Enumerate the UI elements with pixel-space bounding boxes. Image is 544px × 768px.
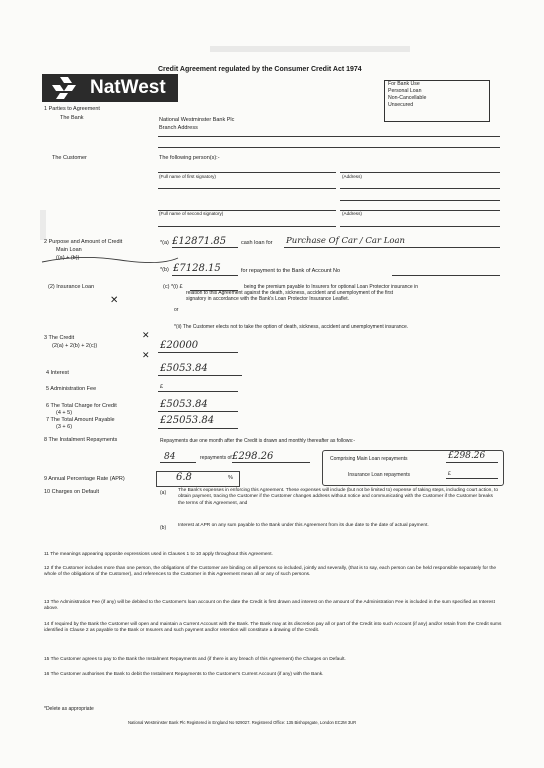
pen-stroke-icon xyxy=(40,252,180,266)
section2-c-ii: *(ii) The Customer elects not to take the option of death, sickness, accident and unemployment insurance. xyxy=(174,324,409,330)
section6-heading: 6 The Total Charge for Credit xyxy=(46,403,117,409)
insurance-repayments-label: Insurance Loan repayments xyxy=(348,472,410,478)
account-number-line[interactable] xyxy=(392,275,500,276)
second-signatory-label: (Full name of second signatory) xyxy=(159,211,224,216)
section2-b-prefix: *(b) xyxy=(160,267,169,273)
first-address-line-2 xyxy=(340,188,500,189)
bank-use-line: Non-Cancellable xyxy=(388,95,427,101)
bank-use-line: Personal Loan xyxy=(388,88,422,94)
section5-heading: 5 Administration Fee xyxy=(46,386,97,392)
section8-heading: 8 The Instalment Repayments xyxy=(44,437,118,443)
repayments-of-label: repayments of xyxy=(200,455,232,461)
natwest-logo xyxy=(42,74,178,102)
first-signatory-label: (Full name of first signatory) xyxy=(159,174,216,179)
interest-amount-line xyxy=(158,375,242,376)
total-payable-line xyxy=(158,428,238,429)
clause-11: 11 The meanings appearing opposite expressions used in Clauses 1 to 10 apply throughout this Agreement. xyxy=(44,552,273,557)
section9-heading: 9 Annual Percentage Rate (APR) xyxy=(44,476,125,482)
apr-value: 6.8 xyxy=(176,472,192,483)
section3-heading: 3 The Credit xyxy=(44,335,75,341)
total-charge-amount[interactable]: £5053.84 xyxy=(160,399,208,410)
section2-c-text3: signatory in accordance with the Bank's Loan Protector Insurance Leaflet. xyxy=(186,296,349,302)
cross-mark-icon: ✕ xyxy=(142,350,150,360)
insurance-loan-label: (2) Insurance Loan xyxy=(48,284,95,290)
insurance-repayments-line xyxy=(446,478,498,479)
cash-loan-amount-line xyxy=(172,247,238,248)
section2-c-text1: being the premium payable to Insurers for optional Loan Protector insurance in xyxy=(244,284,418,290)
section7-heading: 7 The Total Amount Payable xyxy=(46,417,115,423)
main-loan-repayments-label: Comprising Main Loan repayments xyxy=(330,456,408,462)
clause-13: 13 The Administration Fee (if any) will be debited to the Customer's loan account on the date the Credit is first drawn and interest on the amount of the Administration Fee is included in the sum specified as Interest above. xyxy=(44,600,495,612)
section2-c-text2: relation to this Agreement against the death, sickness, accident and unemployment of the first xyxy=(186,290,394,296)
loan-purpose-line xyxy=(284,247,500,248)
second-signatory-line-2 xyxy=(158,226,336,227)
section10-heading: 10 Charges on Default xyxy=(44,489,100,495)
branch-address-line-2 xyxy=(158,147,500,148)
registered-office: National Westminster Bank Plc Registered in England No 929027. Registered Office: 135 Bishopsgate, London EC2M 3UR xyxy=(128,720,357,725)
main-loan-repayments-line xyxy=(446,462,498,463)
bank-label: The Bank xyxy=(60,115,84,121)
instalment-amount[interactable]: £298.26 xyxy=(232,451,274,462)
insurance-repayments-amount[interactable]: £ xyxy=(448,471,451,477)
section2-c-prefix: (c) *(i) £ xyxy=(163,284,183,290)
section2-a-prefix: *(a) xyxy=(160,240,169,246)
second-address-label: (Address) xyxy=(342,211,362,216)
customer-label: The Customer xyxy=(52,155,87,161)
section2-b-text: for repayment to the Bank of Account No xyxy=(241,268,341,274)
first-signatory-field[interactable] xyxy=(158,172,336,173)
first-signatory-line-2 xyxy=(158,188,336,189)
credit-amount-line xyxy=(158,352,238,353)
clause-16: 16 The Customer authorises the Bank to debit the Instalment Repayments to the Customer's Current Account (if any) with the Bank. xyxy=(44,672,324,677)
section7-sub: (3 + 6) xyxy=(56,424,73,430)
delete-note: *Delete as appropriate xyxy=(44,706,94,712)
bank-use-box xyxy=(384,80,490,122)
second-address-field[interactable] xyxy=(340,210,500,211)
customer-intro: The following person(s):- xyxy=(159,155,220,161)
cash-loan-amount[interactable]: £12871.85 xyxy=(172,236,227,247)
section3-sub: (2(a) + 2(b) + 2(c)) xyxy=(52,343,98,349)
bank-use-line: For Bank Use xyxy=(388,81,420,87)
repayment-count-line xyxy=(160,462,196,463)
admin-fee-amount[interactable]: £ xyxy=(160,384,164,390)
first-address-field[interactable] xyxy=(340,172,500,173)
first-address-label: (Address) xyxy=(342,174,362,179)
section2-main-loan: Main Loan xyxy=(56,247,82,253)
clause-14: 14 If required by the Bank the Customer will open and maintain a Current Account with the Bank. The Bank may at its discretion pay all or part of the Credit into such Account (if any) and/or retain from the Credit sums identified in Clause 2 as payable to the Bank or Insurers and such payment and/or retention will constitute a drawing of the Credit. xyxy=(44,622,502,634)
cross-mark-icon: ✕ xyxy=(110,295,119,306)
repayment-amount-line xyxy=(172,275,238,276)
section10-b-label: (b) xyxy=(160,525,167,531)
admin-fee-line xyxy=(158,391,238,392)
natwest-cubes-icon xyxy=(46,74,86,102)
repayment-count[interactable]: 84 xyxy=(164,452,176,462)
cross-mark-icon: ✕ xyxy=(142,330,150,340)
section10-b-text: Interest at APR on any sum payable to the Bank under this Agreement from its due date to the date of actual payment. xyxy=(178,523,429,528)
total-payable-amount[interactable]: £25053.84 xyxy=(160,415,215,426)
clause-15: 15 The Customer agrees to pay to the Bank the Instalment Repayments and (if there is any breach of this Agreement) the Charges on Default. xyxy=(44,657,346,662)
document-title: Credit Agreement regulated by the Consumer Credit Act 1974 xyxy=(158,66,362,73)
repayment-amount[interactable]: £7128.15 xyxy=(173,263,221,274)
scan-noise xyxy=(210,46,410,52)
first-address-line-3 xyxy=(340,200,500,201)
section2-heading: 2 Purpose and Amount of Credit xyxy=(44,239,123,245)
section6-sub: (4 + 5) xyxy=(56,410,73,416)
section10-a-label: (a) xyxy=(160,490,167,496)
section10-a-text: The Bank's expenses in enforcing this Agreement. These expenses will include (but not be limited to) expense of taking steps, including court action, to obtain payment, tracing the Customer if the Customer changes address without notice and communicating with the Customer if the Customer breaks the terms of this Agreement, and xyxy=(178,488,499,506)
section8-text: Repayments due one month after the Credit is drawn and monthly thereafter as follows:- xyxy=(160,438,356,444)
total-charge-line xyxy=(158,411,238,412)
second-address-line-2 xyxy=(340,226,500,227)
logo-text: NatWest xyxy=(90,77,166,98)
scan-noise xyxy=(40,210,46,240)
loan-purpose[interactable]: Purchase Of Car / Car Loan xyxy=(286,236,406,246)
section2-or: or xyxy=(174,307,179,313)
section2-a-text: cash loan for xyxy=(241,240,273,246)
bank-use-line: Unsecured xyxy=(388,102,414,108)
section2-sum: ((a) + (b)) xyxy=(56,255,80,261)
bank-name: National Westminster Bank Plc xyxy=(159,117,235,123)
main-loan-repayments-amount[interactable]: £298.26 xyxy=(448,451,486,461)
branch-address-label: Branch Address xyxy=(159,125,198,131)
branch-address-line xyxy=(158,136,500,137)
apr-unit: % xyxy=(228,475,233,481)
instalment-amount-line xyxy=(232,462,310,463)
clause-12: 12 If the Customer includes more than one person, the obligations of the Customer are binding on all persons so included, jointly and severally, (that is to say, each person can be held responsible separately for the whole of the obligations of the Customer), and references to the Customer in this Agreement mean all or any of such persons. xyxy=(44,566,497,578)
section4-heading: 4 Interest xyxy=(46,370,69,376)
interest-amount[interactable]: £5053.84 xyxy=(160,363,208,374)
credit-amount[interactable]: £20000 xyxy=(160,340,199,351)
section1-heading: 1 Parties to Agreement xyxy=(44,106,100,112)
